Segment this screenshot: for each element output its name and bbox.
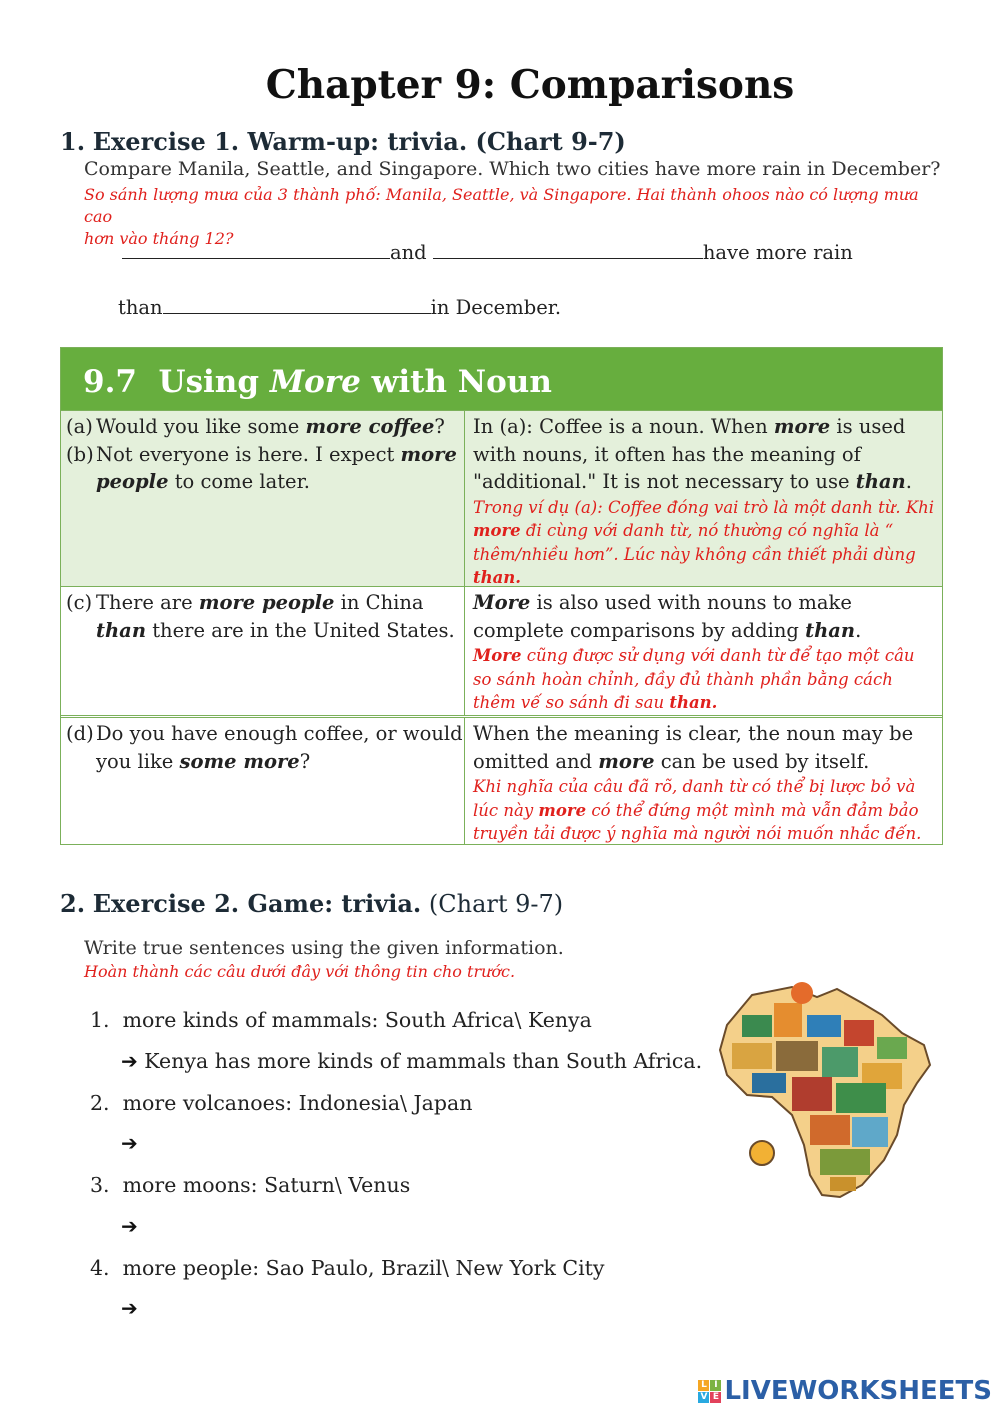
exercise-2-number: 2. [60,889,86,918]
explanation-vi-emphasis: more [538,800,587,820]
logo-mark-letter: L [698,1380,709,1391]
explanation-text: is also used with nouns to make complete comparisons by adding [473,591,852,642]
map-tile [836,1083,886,1113]
chart-explanation-cell [465,587,942,715]
exercise-1-instruction: Compare Manila, Seattle, and Singapore. Which two cities have more rain in December? [84,158,941,180]
example-emphasis: some more [179,749,300,773]
answer-line [121,1214,621,1238]
page-title: Chapter 9: Comparisons [265,62,795,108]
example-text: to come later. [168,470,310,493]
map-tile [830,1177,856,1191]
example-text: Do you have enough coffee, or would you like [96,722,463,773]
explanation-vi-text: Trong ví dụ (a): Coffee đóng vai trò là một danh từ. Khi [473,497,935,517]
example-text: There are [96,591,199,614]
exercise-2-title: Exercise 2. Game: trivia. [92,889,422,918]
right-arrow-icon: ➔ [121,1296,138,1320]
chart-heading-more: More [269,364,361,400]
explanation-emphasis: More [473,591,531,614]
sun-icon [750,1141,774,1165]
example-text: in China [334,591,424,614]
example-b [66,441,464,496]
explanation-emphasis: than [855,470,906,493]
answer-blank-city-1[interactable] [122,238,390,259]
explanation-vi [473,775,936,846]
answer-line [121,1131,621,1155]
map-tile [844,1020,874,1046]
chart-explanation-cell [465,718,942,844]
explanation-text: When the meaning is clear, the noun may be omitted and [473,722,914,773]
phrase-in-december: in December. [430,296,562,319]
chart-heading-post: with Noun [371,364,552,400]
answer-line [121,1049,702,1073]
exercise-1-line-2 [118,293,561,319]
explanation-vi [473,496,936,590]
chart-row [61,715,942,844]
exercise-1-number: 1. [60,127,86,156]
map-tile [774,1003,802,1037]
instruction-vi-line-1: So sánh lượng mưa của 3 thành phố: Manila, Seattle, và Singapore. Hai thành ohoos nào có lượng mưa cao [84,185,919,226]
word-than: than [118,296,163,319]
example-text: ? [434,415,445,438]
map-tile [752,1073,786,1093]
right-arrow-icon: ➔ [121,1049,138,1073]
exercise-2-chart-ref: (Chart 9-7) [428,890,564,918]
chart-examples-cell [61,587,465,715]
item-answer[interactable]: Kenya has more kinds of mammals than South Africa. [144,1049,703,1073]
map-tile [807,1015,841,1037]
item-prompt: more volcanoes: Indonesia\ Japan [122,1091,473,1115]
explanation-text: . [855,618,862,642]
chart-heading [61,348,942,410]
explanation-vi-text: cũng được sử dụng với danh từ để tạo một câu so sánh hoàn chỉnh, đầy đủ thành phần bằng cách thêm vế so sánh đi sau [473,646,915,712]
example-a [66,413,464,441]
explanation-text: In (a): Coffee is a noun. When [473,415,774,438]
explanation-text: can be used by itself. [654,749,870,773]
list-item [90,1256,604,1280]
exercise-2-instruction: Write true sentences using the given information. [84,937,564,959]
explanation-vi-emphasis: more [473,521,521,540]
phrase-have-more-rain: have more rain [702,241,853,264]
item-number: 1. [90,1008,110,1032]
example-emphasis: more coffee [305,415,435,438]
exercise-2-heading [60,889,563,918]
explanation-text: is used with nouns, it often has the meaning of "additional." It is not necessary to use [473,415,906,493]
map-tile [820,1149,870,1175]
explanation-emphasis: more [773,415,831,438]
list-item [90,1091,472,1115]
example-emphasis: more people [198,591,335,614]
explanation-text: . [905,470,912,493]
logo-mark-letter: I [710,1380,721,1391]
chart-examples-cell [61,718,465,844]
explanation-en [473,413,936,496]
example-text: Would you like some [96,415,306,438]
example-d [66,720,464,775]
list-item [90,1173,410,1197]
explanation-vi-emphasis: than. [669,693,718,712]
item-prompt: more kinds of mammals: South Africa\ Kenya [122,1008,592,1032]
chart-number: 9.7 [83,364,137,400]
item-number: 3. [90,1173,110,1197]
example-text: Not everyone is here. I expect [96,442,401,466]
chart-row [61,410,942,586]
item-prompt: more people: Sao Paulo, Brazil\ New York City [122,1256,605,1280]
hot-air-balloon-icon [791,982,813,1004]
explanation-emphasis: than [805,618,856,642]
map-tile [852,1117,888,1147]
chart-row [61,586,942,715]
list-item [90,1008,592,1032]
answer-blank-city-3[interactable] [163,293,431,314]
right-arrow-icon: ➔ [121,1131,138,1155]
chart-explanation-cell [465,411,942,586]
right-arrow-icon: ➔ [121,1214,138,1238]
explanation-en [473,720,936,775]
liveworksheets-logo-text: LIVEWORKSHEETS [724,1376,992,1406]
instruction-vi-line-2: hơn vào tháng 12? [84,229,234,248]
map-tile [776,1041,818,1071]
liveworksheets-logo[interactable] [698,1376,992,1406]
example-label: (c) [66,591,93,614]
item-prompt: more moons: Saturn\ Venus [122,1173,411,1197]
map-tile [732,1043,772,1069]
exercise-1-heading [60,127,626,156]
logo-mark-letter: E [710,1392,721,1403]
map-tile [877,1037,907,1059]
answer-line [121,1296,621,1320]
explanation-vi-text: có thể đứng một mình mà vẫn đảm bảo truyền tải được ý nghĩa mà người nói muốn nhắc đến. [473,800,922,843]
explanation-vi [473,644,936,715]
map-tile [792,1077,832,1111]
liveworksheets-logo-mark [698,1380,721,1403]
explanation-vi-emphasis: More [473,646,522,665]
map-tile [822,1047,858,1077]
exercise-1-title: Exercise 1. Warm-up: trivia. (Chart 9-7) [92,127,626,156]
exercise-2-instruction-vi: Hoàn thành các câu dưới đây với thông tin cho trước. [84,962,516,981]
exercise-1-line-1 [122,238,853,264]
word-and: and [390,241,427,264]
example-emphasis: more people [96,442,457,493]
africa-map-illustration [712,975,937,1207]
chart-examples-cell [61,411,465,586]
map-tile [810,1115,850,1145]
chart-heading-pre: Using [158,364,260,400]
example-label: (b) [66,442,94,466]
example-emphasis: than [96,618,146,642]
item-number: 2. [90,1091,110,1115]
map-tile [742,1015,772,1037]
example-label: (d) [66,722,94,745]
explanation-emphasis: more [598,749,655,773]
explanation-vi-text: đi cùng với danh từ, nó thường có nghĩa là “ thêm/nhiều hơn”. Lúc này không cần thiết phải dùng [473,521,916,564]
example-text: ? [299,749,311,773]
item-number: 4. [90,1256,110,1280]
example-label: (a) [66,415,93,438]
explanation-vi-emphasis: than. [473,568,522,587]
example-c [66,589,464,644]
example-text: there are in the United States. [146,618,455,642]
explanation-vi-text: Khi nghĩa của câu đã rõ, danh từ có thể bị lược bỏ và lúc này [473,777,916,820]
explanation-en [473,589,936,644]
chart-9-7-table [60,347,943,845]
logo-mark-letter: V [698,1392,709,1403]
answer-blank-city-2[interactable] [433,238,703,259]
